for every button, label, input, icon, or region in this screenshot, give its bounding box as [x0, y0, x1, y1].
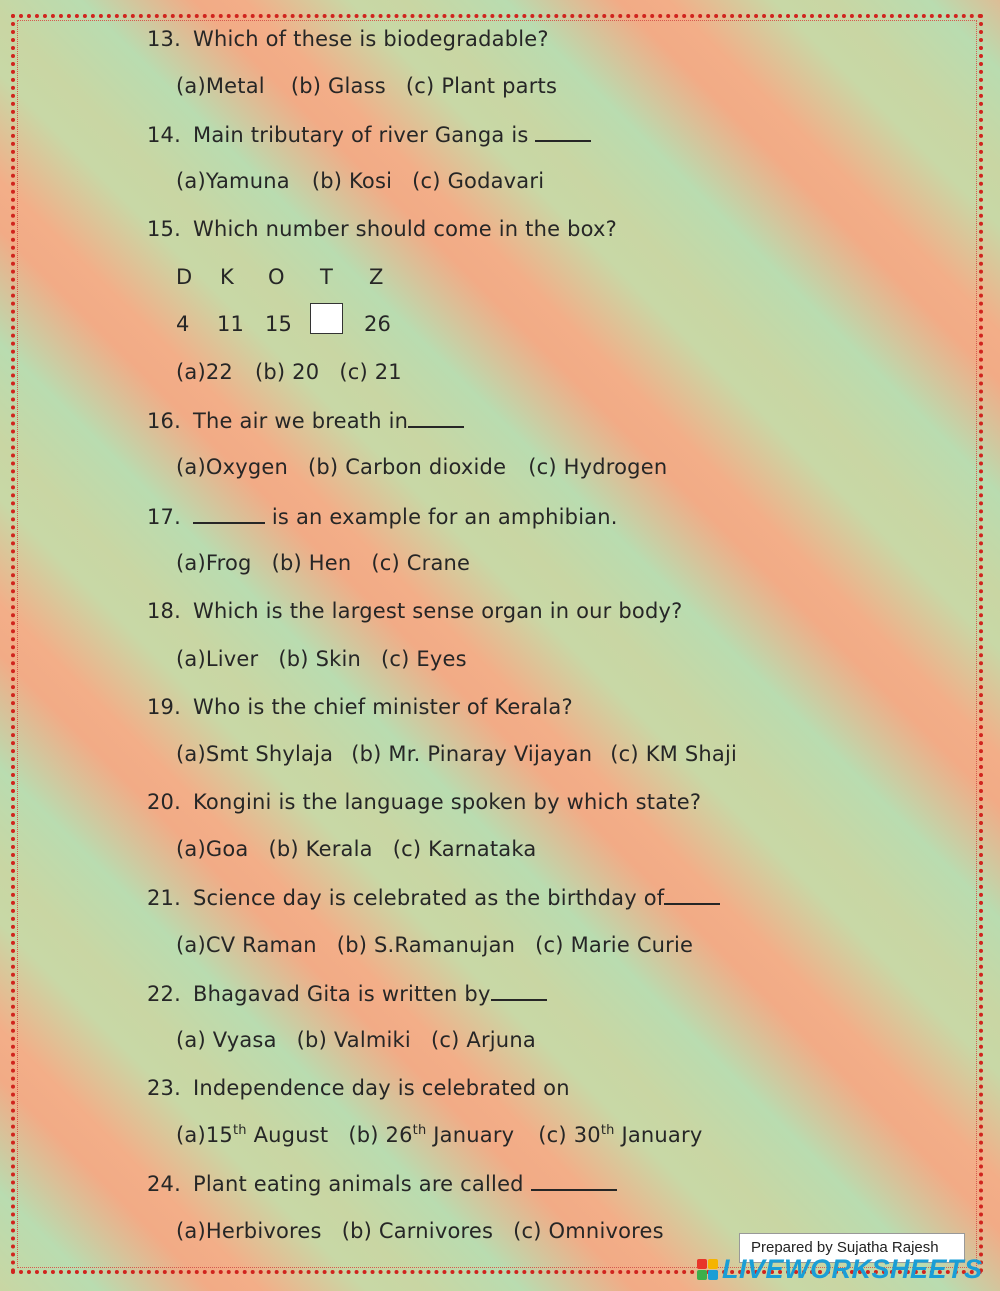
- question-number: 24.: [147, 1172, 181, 1196]
- option-a[interactable]: (a)Yamuna: [176, 169, 290, 193]
- question-number: 15.: [147, 217, 181, 241]
- option-b[interactable]: (b) 20: [254, 360, 320, 384]
- sequence-letter: K: [220, 265, 234, 289]
- option-a[interactable]: (a)CV Raman: [176, 933, 317, 957]
- question-19: [147, 695, 573, 719]
- option-a[interactable]: (a)Liver: [176, 647, 259, 671]
- answer-blank: [535, 122, 591, 142]
- question-13: [147, 27, 549, 51]
- question-13-options: [176, 74, 557, 98]
- question-14-options: [176, 169, 544, 193]
- option-b[interactable]: (b) Glass: [290, 74, 386, 98]
- question-text: Science day is celebrated as the birthday of: [193, 886, 665, 910]
- option-c[interactable]: (c) KM Shaji: [610, 742, 738, 766]
- option-b[interactable]: (b) S.Ramanujan: [336, 933, 516, 957]
- option-b[interactable]: (b) Kerala: [268, 837, 373, 861]
- option-b[interactable]: (b) Hen: [271, 551, 352, 575]
- question-20: [147, 790, 701, 814]
- option-a[interactable]: (a)Herbivores: [176, 1219, 322, 1243]
- option-a[interactable]: (a)22: [176, 360, 233, 384]
- option-b[interactable]: (b) 26th January: [348, 1123, 515, 1147]
- option-c[interactable]: (c) Godavari: [412, 169, 545, 193]
- question-21-options: [176, 933, 693, 957]
- question-number: 14.: [147, 123, 181, 147]
- question-15-options: [176, 360, 402, 384]
- option-c[interactable]: (c) Arjuna: [430, 1028, 536, 1052]
- option-c[interactable]: (c) Hydrogen: [528, 455, 668, 479]
- question-18: [147, 599, 682, 623]
- question-16-options: [176, 455, 667, 479]
- option-b[interactable]: (b) Skin: [278, 647, 362, 671]
- sequence-number: 4: [176, 312, 190, 336]
- question-text: The air we breath in: [193, 409, 409, 433]
- question-20-options: [176, 837, 536, 861]
- question-number: 22.: [147, 982, 181, 1006]
- option-c[interactable]: (c) Omnivores: [513, 1219, 664, 1243]
- author-credit: Prepared by Sujatha Rajesh: [739, 1233, 965, 1263]
- question-text: Kongini is the language spoken by which state?: [193, 790, 702, 814]
- brand-name: LIVEWORKSHEETS: [722, 1253, 983, 1284]
- sequence-letter: Z: [369, 265, 384, 289]
- question-number: 17.: [147, 505, 181, 529]
- sequence-letter: D: [176, 265, 193, 289]
- question-17: [147, 504, 618, 529]
- option-a[interactable]: (a)Frog: [176, 551, 252, 575]
- question-17-options: [176, 551, 470, 575]
- option-a[interactable]: (a)Metal: [176, 74, 265, 98]
- question-15: [147, 217, 617, 241]
- question-24: [147, 1171, 617, 1196]
- option-b[interactable]: (b) Valmiki: [296, 1028, 411, 1052]
- option-a[interactable]: (a)Oxygen: [176, 455, 288, 479]
- answer-blank: [531, 1171, 617, 1191]
- question-text: Independence day is celebrated on: [193, 1076, 570, 1100]
- question-text: Main tributary of river Ganga is: [193, 123, 529, 147]
- question-text: Bhagavad Gita is written by: [193, 982, 491, 1006]
- question-19-options: [176, 742, 737, 766]
- option-c[interactable]: (c) Plant parts: [405, 74, 558, 98]
- sequence-number: 26: [364, 312, 392, 336]
- question-text: is an example for an amphibian.: [271, 505, 618, 529]
- question-number: 20.: [147, 790, 181, 814]
- liveworksheets-logo[interactable]: [697, 1254, 983, 1284]
- option-c[interactable]: (c) Eyes: [381, 647, 467, 671]
- option-c[interactable]: (c) Crane: [371, 551, 471, 575]
- option-c[interactable]: (c) Marie Curie: [535, 933, 694, 957]
- question-number: 23.: [147, 1076, 181, 1100]
- answer-blank: [664, 885, 720, 905]
- option-b[interactable]: (b) Kosi: [311, 169, 393, 193]
- liveworksheets-icon: [697, 1259, 718, 1280]
- question-23: [147, 1076, 570, 1100]
- sequence-letter: T: [320, 265, 334, 289]
- question-16: [147, 408, 464, 433]
- option-c[interactable]: (c) 21: [339, 360, 402, 384]
- option-a[interactable]: (a)Smt Shylaja: [176, 742, 334, 766]
- question-14: [147, 122, 591, 147]
- question-21: [147, 885, 720, 910]
- option-b[interactable]: (b) Carnivores: [341, 1219, 494, 1243]
- answer-box[interactable]: [310, 303, 343, 334]
- question-text: Which number should come in the box?: [193, 217, 618, 241]
- question-24-options: [176, 1219, 664, 1243]
- question-23-options: [176, 1123, 702, 1147]
- sequence-number: 15: [265, 312, 293, 336]
- option-c[interactable]: (c) Karnataka: [392, 837, 537, 861]
- question-number: 21.: [147, 886, 181, 910]
- question-text: Plant eating animals are called: [193, 1172, 524, 1196]
- option-b[interactable]: (b) Carbon dioxide: [308, 455, 507, 479]
- question-number: 16.: [147, 409, 181, 433]
- answer-blank: [193, 504, 265, 524]
- answer-blank: [491, 981, 547, 1001]
- option-c[interactable]: (c) 30th January: [538, 1123, 703, 1147]
- question-text: Which is the largest sense organ in our body?: [193, 599, 683, 623]
- question-18-options: [176, 647, 467, 671]
- question-text: Which of these is biodegradable?: [193, 27, 549, 51]
- question-number: 18.: [147, 599, 181, 623]
- option-a[interactable]: (a)Goa: [176, 837, 249, 861]
- option-a[interactable]: (a)15th August: [176, 1123, 329, 1147]
- sequence-number: 11: [217, 312, 245, 336]
- answer-blank: [408, 408, 464, 428]
- sequence-letter: O: [268, 265, 285, 289]
- question-number: 19.: [147, 695, 181, 719]
- question-22: [147, 981, 547, 1006]
- question-number: 13.: [147, 27, 181, 51]
- option-b[interactable]: (b) Mr. Pinaray Vijayan: [351, 742, 593, 766]
- question-text: Who is the chief minister of Kerala?: [193, 695, 573, 719]
- option-a[interactable]: (a) Vyasa: [176, 1028, 277, 1052]
- question-22-options: [176, 1028, 536, 1052]
